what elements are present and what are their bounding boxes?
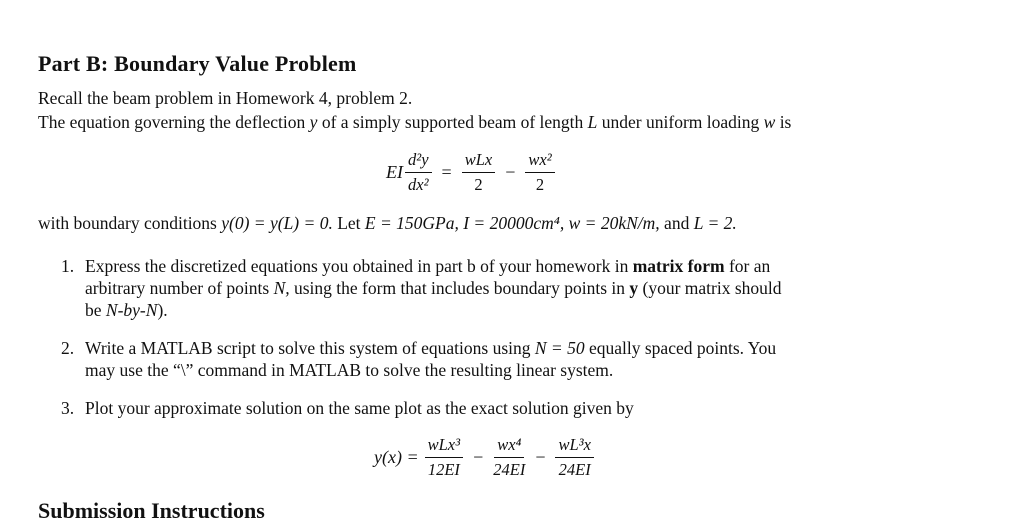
item-2-body — [85, 337, 776, 381]
item-1-n-by-n: N-by-N — [105, 300, 158, 320]
eq1-term2-num: wx² — [525, 150, 554, 173]
eq2-term3 — [555, 435, 593, 480]
eq2-minus-2: − — [535, 447, 546, 467]
eq2-term2 — [493, 435, 525, 480]
eq2-t2-den: 24EI — [493, 460, 526, 479]
item-1-bold-y: y — [629, 278, 639, 298]
conditions-and: and — [664, 213, 690, 233]
eq2-term1 — [425, 435, 463, 480]
item-1-text-d: using the form that includes boundary points in — [294, 278, 625, 298]
eq1-term1 — [462, 150, 496, 195]
item-1-text-a: Express the discretized equations you obtained in part b of your homework in — [85, 256, 629, 276]
eq2-t3-den: 24EI — [558, 460, 591, 479]
exact-solution-equation — [374, 435, 600, 480]
intro-line-1: Recall the beam problem in Homework 4, problem 2. — [38, 88, 413, 108]
governing-equation — [386, 150, 561, 195]
conditions-text-b: Let — [337, 213, 361, 233]
var-l: L — [587, 112, 598, 132]
item-1-line-3 — [85, 299, 782, 321]
value-w: w = 20kN/m, — [568, 213, 660, 233]
item-1-text-f: be — [85, 300, 102, 320]
item-3-line-1: Plot your approximate solution on the same plot as the exact solution given by — [85, 398, 634, 418]
conditions-line — [38, 213, 737, 234]
item-1-var-n: N, — [273, 278, 290, 298]
item-1-body — [85, 255, 782, 321]
eq1-equals: = — [441, 162, 452, 182]
eq2-minus-1: − — [473, 447, 484, 467]
part-title: Part B: Boundary Value Problem — [38, 51, 357, 76]
eq1-term2 — [525, 150, 554, 195]
item-1-text-e: (your matrix should — [642, 278, 782, 298]
eq1-lhs-den: dx² — [408, 175, 429, 194]
item-2-text-b: equally spaced points. You — [588, 338, 777, 358]
eq2-t1-den: 12EI — [427, 460, 460, 479]
item-1-number: 1. — [61, 256, 75, 276]
intro-text-c: under uniform loading — [601, 112, 760, 132]
intro-text-d: is — [779, 112, 792, 132]
value-l: L = 2. — [693, 213, 737, 233]
eq1-minus: − — [505, 162, 516, 182]
item-3-body — [85, 397, 634, 419]
item-1-matrix-form: matrix form — [632, 256, 725, 276]
eq2-lhs: y(x) = — [374, 447, 419, 467]
eq2-t2-num: wx⁴ — [494, 435, 524, 458]
var-w: w — [763, 112, 776, 132]
list-item-3 — [61, 397, 961, 421]
conditions-text-a: with boundary conditions — [38, 213, 217, 233]
eq1-term1-num: wLx — [462, 150, 496, 173]
item-1-text-b: for an — [728, 256, 771, 276]
item-2-line-2: may use the “\” command in MATLAB to solve the resulting linear system. — [85, 360, 614, 380]
value-i: I = 20000cm⁴, — [463, 213, 565, 233]
intro-text-b: of a simply supported beam of length — [321, 112, 584, 132]
eq1-derivative — [405, 150, 432, 195]
eq1-term1-den: 2 — [474, 175, 483, 194]
item-2-number: 2. — [61, 338, 75, 358]
eq2-t1-num: wLx³ — [425, 435, 463, 458]
list-item-2 — [61, 337, 961, 383]
eq1-lhs-prefix: EI — [386, 162, 403, 182]
item-1-line-1 — [85, 255, 782, 277]
item-3-number: 3. — [61, 398, 75, 418]
eq1-lhs-num: d²y — [405, 150, 432, 173]
item-1-text-c: arbitrary number of points — [85, 278, 270, 298]
submission-heading-cutoff: Submission Instructions — [38, 498, 265, 523]
item-2-text-a: Write a MATLAB script to solve this system of equations using — [85, 338, 531, 358]
intro-text-a: The equation governing the deflection — [38, 112, 306, 132]
list-item-1 — [61, 255, 961, 325]
eq2-t3-num: wL³x — [555, 435, 593, 458]
var-y: y — [309, 112, 318, 132]
intro-line-2 — [38, 112, 791, 133]
item-1-line-2 — [85, 277, 782, 299]
boundary-conditions: y(0) = y(L) = 0. — [221, 213, 333, 233]
item-1-text-g: ). — [157, 300, 168, 320]
eq1-term2-den: 2 — [535, 175, 545, 194]
item-2-n-value: N = 50 — [534, 338, 585, 358]
item-2-line-1 — [85, 337, 776, 359]
value-e: E = 150GPa, — [364, 213, 459, 233]
